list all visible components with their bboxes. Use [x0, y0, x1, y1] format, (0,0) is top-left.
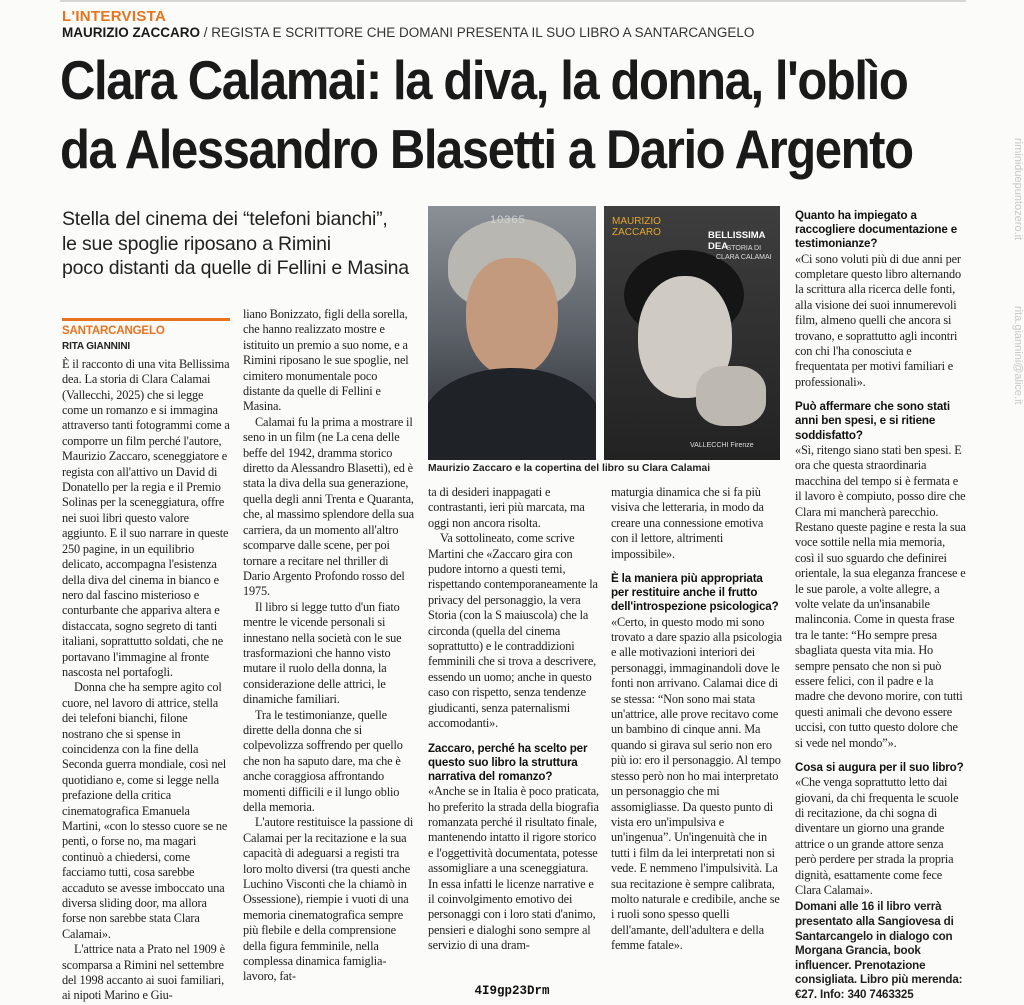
paragraph: L'attrice nata a Prato nel 1909 è scomparsa a Rimini nel settembre del 1998 accanto ai suoi familiari, ai nipoti Marino e Giu- — [62, 942, 225, 1003]
book-cover — [604, 206, 780, 460]
interview-question: Cosa si augura per il suo libro? — [795, 761, 964, 774]
author-photo — [428, 206, 596, 460]
deck-line: poco distanti da quelle di Fellini e Masina — [62, 257, 409, 279]
interview-question: Può affermare che sono stati anni ben spesi, e si ritiene soddisfatto? — [795, 400, 950, 442]
cover-title: BELLISSIMA DEA — [708, 230, 766, 252]
paragraph: Va sottolineato, come scrive Martini che «Zaccaro gira con pudore intorno a questi temi, rispettando contemporaneamente la privacy del personaggio, la vera Storia (con la S maiuscola) che la circonda (quella del cinema soprattutto) e le contraddizioni femminili che si trova a descrivere, essendo un uomo; anche in questo caso con rispetto, senza tendenze giudicanti, senza paternalismi accomodanti». — [428, 531, 598, 731]
cover-publisher: VALLECCHI Firenze — [690, 442, 754, 449]
headline-line-1: Clara Calamai: la diva, la donna, l'oblìo — [60, 50, 908, 112]
deck — [62, 207, 417, 281]
paragraph: Donna che ha sempre agito col cuore, nel lavoro di attrice, stella dei telefoni bianchi, filone nostrano che si spense in coincidenza con la fine della Seconda guerra mondiale, così nel quotidiano e, come si legge nella prefazione della critica cinematografica Emanuela Martini, «con lo stesso cuore se ne pentì, o forse no, ma magari continuò a chiedersi, come facciamo tutti, cosa sarebbe accaduto se avesse imboccato una diversa sliding door, ma allora forse non sarebbe stata Clara Calamai». — [62, 680, 228, 941]
cover-subtitle: STORIA DI CLARA CALAMAI — [716, 245, 772, 261]
byline: RITA GIANNINI — [62, 341, 131, 353]
interviewee-description: / REGISTA E SCRITTORE CHE DOMANI PRESENTA IL SUO LIBRO A SANTARCANGELO — [200, 25, 755, 40]
paragraph: Tra le testimonianze, quelle dirette della donna che si colpevolizza soffrendo per quello che non ha saputo dare, ma che è anche coraggiosa affrontando momenti difficili e il lungo oblio della memoria. — [243, 707, 403, 814]
location-rule — [62, 318, 230, 321]
paragraph: Il libro si legge tutto d'un fiato mentre le vicende personali si innestano nella società con le sue trasformazioni che hanno visto mutare il ruolo della donna, la considerazione delle attrici, le dinamiche familiari. — [243, 599, 402, 707]
interviewee-line — [62, 25, 754, 40]
headline-line-2: da Alessandro Blasetti a Dario Argento — [60, 119, 913, 181]
paragraph: liano Bonizzato, figli della sorella, che hanno realizzato mostre e istituito un premio a suo nome, e a Rimini riposano le sue spoglie, nel cimitero monumentale poco distante da quelle di Fellini e Masina. — [243, 307, 409, 414]
cover-author: MAURIZIO ZACCARO — [612, 216, 661, 238]
article-column-2 — [243, 307, 416, 985]
paragraph: ta di desideri inappagati e contrastanti, ieri più marcata, ma oggi non ancora risolta. — [428, 485, 585, 530]
interview-answer: «Sì, ritengo siano stati ben spesi. E ora che questa straordinaria macchina del tempo si è fermata e il lavoro è compiuto, posso dire che Clara mi mancherà parecchio. Restano queste pagine e resta la sua voce sottile nella mia memoria, così il suo sguardo che definirei orientale, la sua eleganza francese e le sue parole, a volte allegre, a volte velate da un'insanabile malinconia. Come in questa frase tra le tante: “Ho sempre presa sbagliata questa vita mia. Ho sempre pensato che non si può essere felici, con il padre e la madre che devono morire, con tutti questi animali che devono essere uccisi, con tutto questo dolore che si vede nel mondo”». — [795, 442, 966, 750]
paragraph: L'autore restituisce la passione di Calamai per la recitazione e la sua capacità di adeguarsi a registi tra loro molto diversi (tra questi anche Luchino Visconti che la chiamò in Ossessione), riempie i vuoti di una memoria cinematografica sempre più flebile e della comprensione della figura femminile, nella complessa dinamica famiglia-lavoro, fat- — [243, 815, 414, 984]
paragraph: maturgia dinamica che si fa più visiva che letteraria, in modo da creare una connessione emotiva con il lettore, altrimenti impossibile». — [611, 485, 764, 561]
photo-stamp: 10365 — [490, 214, 526, 226]
paragraph: È il racconto di una vita Bellissima dea. La storia di Clara Calamai (Vallecchi, 2025) che si legge come un romanzo e si immagina attraverso tanti fotogrammi come a comporre un film perché l'autore, Maurizio Zaccaro, sceneggiatore e regista con all'attivo un David di Donatello per la regia e il Premio Solinas per la sceneggiatura, offre nei suoi libri questo valore aggiunto. E il suo narrare in queste 250 pagine, in un equilibrio delicato, accompagna l'esistenza della diva del cinema in bianco e nero dal fascino misterioso e conturbante che appariva altera e distaccata, sogno segreto di tanti italiani, soprattutto soldati, che ne portavano l'immagine al fronte nascosta nel portafogli. — [62, 356, 230, 679]
watermark-text: riminiduepuntozero.it — [1012, 138, 1024, 241]
top-rule — [60, 0, 966, 2]
event-info: Domani alle 16 il libro verrà presentato alla Sangiovesa di Santarcangelo in dialogo con Morgana Grancia, book influencer. Prenotazione consigliata. Libro più merenda: €27. Info: 340 7463325 — [795, 900, 963, 1002]
watermark-text: rita.giannini@alice.it — [1012, 306, 1024, 405]
deck-line: Stella del cinema dei “telefoni bianchi”, — [62, 208, 388, 230]
interview-answer: «Ci sono voluti più di due anni per completare questo libro alternando la scrittura alla ricerca delle fonti, alla visione dei suoi innumerevoli film, almeno quelli che ancora si trovano, e soprattutto agli incontri con chi l'ha conosciuta e frequentata per motivi familiari e professionali». — [795, 251, 961, 389]
interview-answer: «Anche se in Italia è poco praticata, ho preferito la strada della biografia romanzata perché il risultato finale, mantenendo intatto il rigore storico e l'oggettività documentata, potesse assomigliare a una sceneggiatura. In essa infatti le licenze narrative e il coinvolgimento emotivo dei personaggi con i loro stati d'animo, pensieri e dialoghi sono sempre al servizio di una dram- — [428, 784, 599, 953]
interview-question: È la maniera più appropriata per restituire anche il frutto dell'introspezione psicologica? — [611, 572, 779, 614]
photo-caption: Maurizio Zaccaro e la copertina del libro su Clara Calamai — [428, 463, 711, 474]
side-watermark — [1008, 138, 1024, 438]
dateline-location: SANTARCANGELO — [62, 325, 165, 337]
interview-question: Quanto ha impiegato a raccogliere documentazione e testimonianze? — [795, 209, 958, 251]
article-column-3 — [428, 485, 599, 954]
interview-question: Zaccaro, perché ha scelto per questo suo libro la struttura narrativa del romanzo? — [428, 741, 588, 783]
interview-answer: «Che venga soprattutto letto dai giovani, da chi frequenta le scuole di recitazione, da chi sogna di diventare un giorno una grande attrice o un grande attore senza però perdere per strada la propria dignità, esattamente come fece Clara Calamai». — [795, 775, 959, 898]
interviewee-name: MAURIZIO ZACCARO — [62, 25, 200, 40]
interview-answer: «Certo, in questo modo mi sono trovato a dare spazio alla psicologia e alle motivazioni interiori dei personaggi, immaginandoli dove le fonti non arrivano. Calamai dice di se stessa: “Non sono mai stata un'attrice, alle prove recitavo come un bambino di cinque anni. Ma quando si girava sul serio non ero più io: ero il personaggio. Al tempo stesso però non ho mai interpretato un personaggio che mi assomigliasse. Da questo punto di vista ero un'impulsiva e un'ingenua”. Un'ingenuità che in tutti i film da lei interpretati non si vede. E nemmeno l'impulsività. La sua recitazione è sempre calibrata, molto naturale e credibile, anche se i ruoli sono spesso quelli dell'amante, dell'adultera e della femme fatale». — [611, 614, 782, 953]
footer-code: 4I9gp23Drm — [474, 984, 550, 998]
section-kicker: L'INTERVISTA — [62, 8, 167, 25]
deck-line: le sue spoglie riposano a Rimini — [62, 232, 331, 255]
article-column-1 — [62, 318, 230, 1004]
article-column-5 — [795, 209, 966, 1003]
paragraph: Calamai fu la prima a mostrare il seno in un film (ne La cena delle beffe del 1942, dramma storico diretto da Alessandro Blasetti), ed è stata la diva della sua generazione, quella degli anni Trenta e Quaranta, che, al massimo splendore della sua carriera, da un momento all'altro scomparve dalle scene, per poi tornare a recitare nel thriller di Dario Argento Profondo rosso del 1975. — [243, 414, 414, 599]
article-column-4 — [611, 485, 782, 954]
